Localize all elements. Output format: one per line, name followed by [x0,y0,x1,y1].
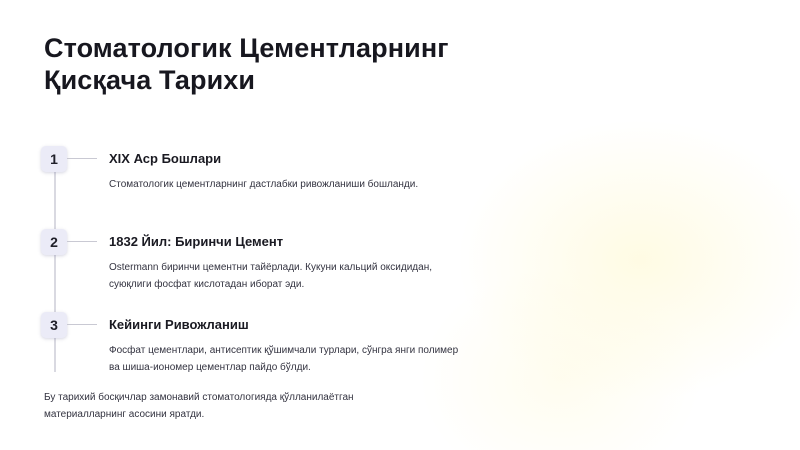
step-connector [67,241,97,242]
step-connector [67,324,97,325]
step-number-badge: 3 [41,312,67,338]
step-number-badge: 1 [41,146,67,172]
step-number-badge: 2 [41,229,67,255]
step-description: Фосфат цементлари, антисептик қўшимчали турлари, сўнгра янги полимер ва шиша-иономер цементлар пайдо бўлди. [109,345,459,373]
footer-summary: Бу тарихий босқичлар замонавий стоматологияда қўлланилаётган материалларнинг асосини яратди. [44,392,354,420]
step-heading: 1832 Йил: Биринчи Цемент [109,234,284,249]
timeline-line [54,164,56,372]
slide-title: Стоматологик Цементларнинг Қисқача Тарихи [44,33,449,95]
step-heading: XIX Аср Бошлари [109,151,222,166]
step-description: Стоматологик цементларнинг дастлабки ривожланиши бошланди. [109,179,419,190]
step-heading: Кейинги Ривожланиш [109,317,249,332]
step-description: Ostermann биринчи цементни тайёрлади. Кукуни кальций оксидидан, суюқлиги фосфат кислотадан иборат эди. [109,262,433,290]
step-connector [67,158,97,159]
